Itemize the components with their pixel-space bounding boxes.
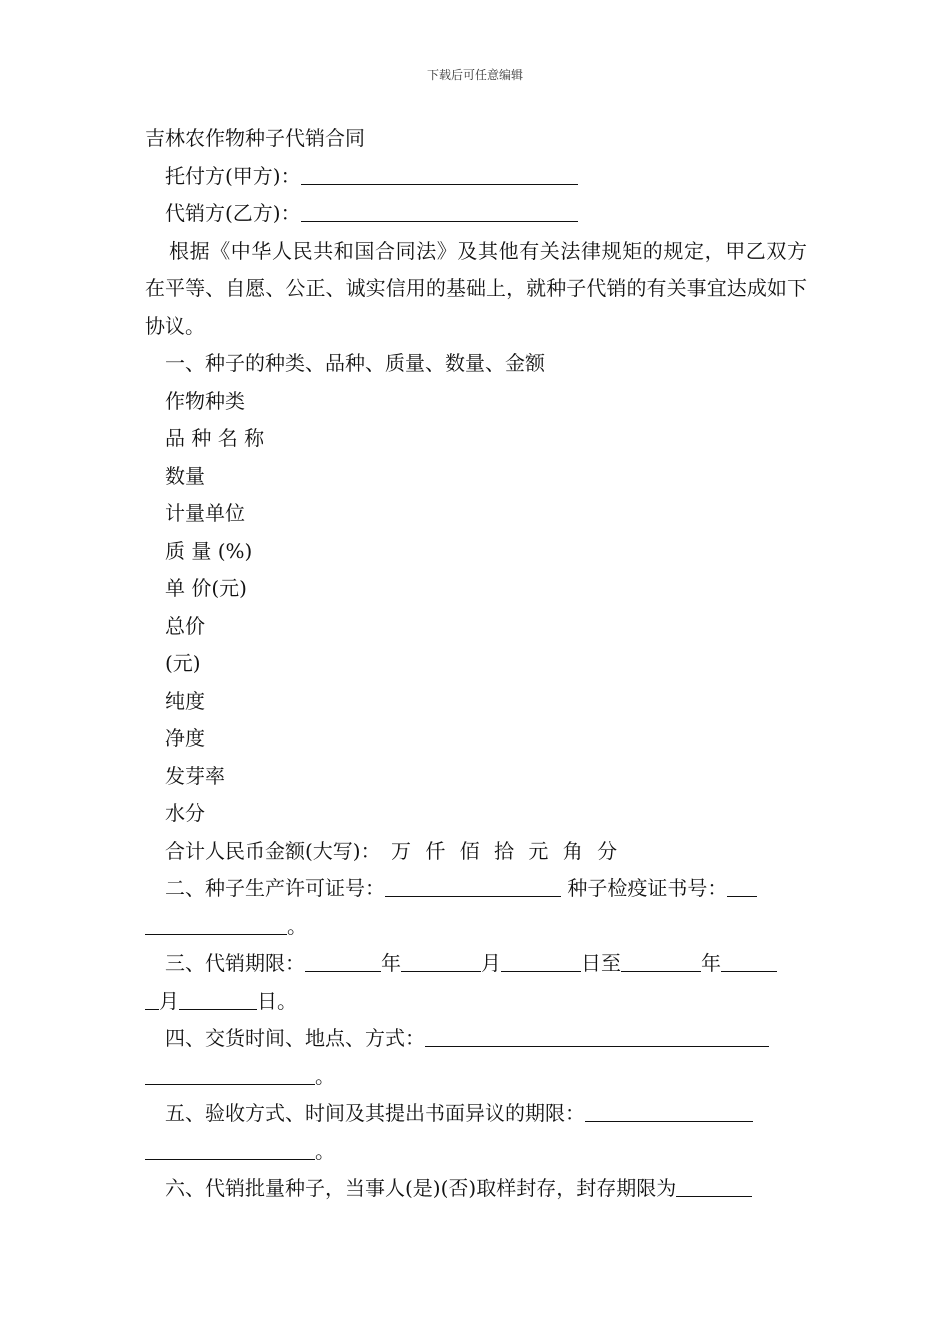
field-quantity: 数量 — [165, 463, 205, 488]
end-day-label: 日。 — [257, 988, 297, 1013]
day-to-label: 日至 — [581, 951, 621, 975]
section-3-line — [145, 945, 807, 983]
end-year-blank[interactable] — [621, 949, 701, 972]
section-5-label: 五、验收方式、时间及其提出书面异议的期限： — [165, 1101, 585, 1125]
section-2-license-label: 二、种子生产许可证号： — [165, 876, 385, 900]
end-month-label: 月 — [159, 988, 179, 1013]
section-2-line — [145, 870, 807, 908]
section-5-end: 。 — [315, 1138, 335, 1163]
field-cleanliness: 净度 — [165, 726, 205, 750]
intro-paragraph: 根据《中华人民共和国合同法》及其他有关法律规矩的规定，甲乙双方在平等、自愿、公正、诚实信用的基础上，就种子代销的有关事宜达成如下协议。 — [145, 238, 807, 338]
section-6-label: 六、代销批量种子，当事人(是)(否)取样封存，封存期限为 — [165, 1176, 677, 1200]
section-4-continuation — [145, 1058, 807, 1096]
section-2-end: 。 — [287, 913, 307, 938]
party-a-blank[interactable] — [301, 162, 578, 185]
field-variety-name: 品 种 名 称 — [165, 426, 265, 450]
sealing-period-blank[interactable] — [676, 1174, 752, 1197]
quarantine-number-blank-start[interactable] — [727, 874, 757, 897]
section-5-continuation — [145, 1133, 807, 1171]
start-year-blank[interactable] — [305, 949, 381, 972]
party-a-line — [145, 158, 807, 196]
field-moisture: 水分 — [165, 801, 205, 825]
field-crop-type: 作物种类 — [165, 388, 245, 413]
inspection-blank[interactable] — [585, 1099, 753, 1122]
delivery-blank-end[interactable] — [145, 1062, 315, 1085]
delivery-blank[interactable] — [425, 1024, 769, 1047]
field-germination-rate: 发芽率 — [165, 763, 225, 788]
party-b-line — [145, 195, 807, 233]
section-1-title: 一、种子的种类、品种、质量、数量、金额 — [165, 351, 545, 375]
month-label: 月 — [481, 951, 501, 975]
field-quality: 质 量 (%) — [165, 538, 253, 563]
end-month-blank-end[interactable] — [145, 987, 159, 1010]
party-b-blank[interactable] — [301, 199, 578, 222]
year-label: 年 — [381, 951, 401, 975]
section-4-label: 四、交货时间、地点、方式： — [165, 1026, 425, 1050]
license-number-blank[interactable] — [385, 874, 561, 897]
section-2-quarantine-label: 种子检疫证书号： — [561, 876, 728, 900]
section-4-end: 。 — [315, 1063, 335, 1088]
inspection-blank-end[interactable] — [145, 1137, 315, 1160]
field-total-price: 总价 — [165, 613, 205, 638]
section-5-line — [145, 1095, 807, 1133]
field-unit: 计量单位 — [165, 501, 245, 525]
section-4-line — [145, 1020, 807, 1058]
section-3-continuation — [145, 983, 807, 1021]
field-total-price-unit: (元) — [165, 651, 201, 675]
section-6-line — [145, 1170, 807, 1208]
start-month-blank[interactable] — [401, 949, 481, 972]
total-amount-units: 万 仟 佰 拾 元 角 分 — [380, 838, 622, 863]
page-header-note: 下载后可任意编辑 — [426, 68, 523, 82]
start-day-blank[interactable] — [501, 949, 581, 972]
contract-title: 吉林农作物种子代销合同 — [145, 126, 365, 150]
end-year-label: 年 — [701, 951, 721, 975]
total-amount-label: 合计人民币金额(大写)： — [165, 838, 381, 863]
field-unit-price: 单 价(元) — [165, 576, 247, 600]
section-2-continuation — [145, 908, 807, 946]
total-amount-line — [145, 833, 807, 871]
party-a-label: 托付方(甲方)： — [165, 163, 301, 188]
party-b-label: 代销方(乙方)： — [165, 201, 301, 225]
end-month-blank-start[interactable] — [721, 949, 777, 972]
section-3-label: 三、代销期限： — [165, 951, 305, 975]
end-day-blank[interactable] — [179, 987, 257, 1010]
quarantine-number-blank-end[interactable] — [145, 912, 287, 935]
contract-document — [145, 120, 807, 1208]
field-purity: 纯度 — [165, 688, 205, 713]
